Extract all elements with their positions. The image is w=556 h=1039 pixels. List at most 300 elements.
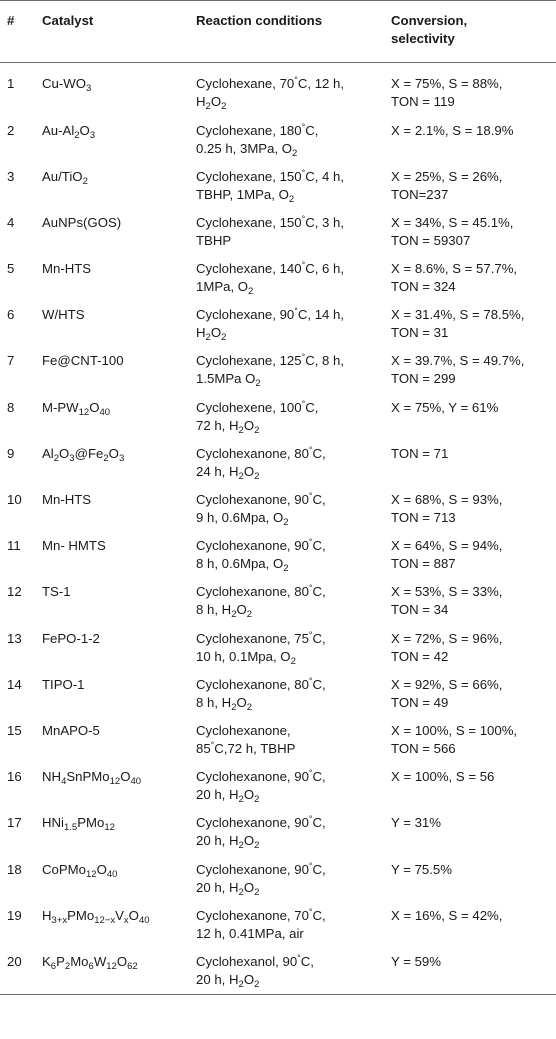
conversion-line: TON = 566 <box>391 740 456 756</box>
degree-sign: ° <box>294 306 298 317</box>
conditions-line <box>196 722 383 740</box>
row-number: 17 <box>7 815 22 831</box>
row-number: 13 <box>7 630 22 646</box>
text-run: Al <box>42 445 54 461</box>
text-run: O <box>243 971 255 987</box>
conditions-cell <box>190 809 383 855</box>
catalyst-cell <box>35 809 190 855</box>
conditions-line <box>196 630 383 648</box>
conversion-line: TON = 31 <box>391 325 449 341</box>
text-run: PMo <box>77 815 105 831</box>
text-run: Cyclohexanone, 90 <box>196 815 309 831</box>
table-row <box>0 532 556 578</box>
conditions-line <box>196 925 383 943</box>
conditions-cell <box>190 625 383 671</box>
conditions-line <box>196 648 383 666</box>
subscript: 2 <box>82 175 88 187</box>
conversion-line: X = 100%, S = 56 <box>391 769 495 785</box>
degree-sign: ° <box>294 75 298 85</box>
text-run: C, <box>300 953 314 969</box>
conditions-cell <box>190 394 383 440</box>
text-run: O <box>243 463 255 479</box>
table-row <box>0 255 556 301</box>
conversion-cell <box>383 578 556 624</box>
text-run: Cyclohexanone, <box>196 722 291 738</box>
subscript: 2 <box>64 960 71 972</box>
conversion-line: X = 100%, S = 100%, <box>391 722 518 738</box>
header-row <box>0 1 556 63</box>
subscript: 3+x <box>51 914 68 926</box>
text-run: O <box>236 602 247 618</box>
subscript: 2 <box>221 332 227 344</box>
catalyst-cell <box>35 394 190 440</box>
conversion-cell <box>383 347 556 393</box>
text-run: C, <box>312 769 326 785</box>
text-run: O <box>243 879 255 895</box>
row-number: 9 <box>7 445 15 461</box>
row-number: 11 <box>7 538 21 554</box>
table-row <box>0 440 556 486</box>
text-run: Cyclohexanone, 80 <box>196 584 309 600</box>
subscript: 12 <box>104 822 115 834</box>
conditions-line <box>196 971 383 989</box>
text-run: C, <box>312 538 326 554</box>
catalyst-cell <box>35 532 190 578</box>
conditions-cell <box>190 948 383 994</box>
text-run: 10 h, 0.1Mpa, O <box>196 648 291 664</box>
text-run: O <box>108 445 119 461</box>
subscript: 40 <box>99 406 111 418</box>
conditions-cell <box>190 63 383 117</box>
conditions-cell <box>190 347 383 393</box>
conditions-line <box>196 93 383 111</box>
table-row <box>0 948 556 994</box>
subscript: 2 <box>254 424 260 436</box>
conditions-cell <box>190 486 383 532</box>
catalyst-cell <box>35 763 190 809</box>
conversion-line: X = 92%, S = 66%, <box>391 676 503 692</box>
conversion-line: TON = 59307 <box>391 232 471 248</box>
conversion-line: X = 31.4%, S = 78.5%, <box>391 307 525 323</box>
text-run: Au/TiO <box>42 168 83 184</box>
table-row <box>0 209 556 255</box>
text-run: O <box>210 325 222 341</box>
text-run: 0.25 h, 3MPa, O <box>196 140 293 156</box>
subscript: 2 <box>246 609 253 621</box>
text-run: TBHP <box>196 232 232 248</box>
subscript: 2 <box>205 332 211 344</box>
row-number: 20 <box>0 948 35 994</box>
text-run: Cyclohexanone, 90 <box>196 492 309 507</box>
subscript: 2 <box>53 452 60 464</box>
degree-sign: ° <box>308 444 313 455</box>
catalyst-formula <box>42 352 190 370</box>
table-row <box>0 347 556 393</box>
conditions-line <box>196 306 383 324</box>
catalyst-formula <box>42 260 190 278</box>
catalyst-cell <box>35 347 190 393</box>
degree-sign: ° <box>308 768 313 779</box>
text-run: Cyclohexanone, 90 <box>196 538 309 554</box>
text-run: 8 h, 0.6Mpa, O <box>196 556 284 572</box>
text-run: K <box>42 953 51 969</box>
row-number: 12 <box>7 584 22 600</box>
text-run: O <box>210 94 222 109</box>
subscript: 2 <box>221 101 227 112</box>
text-run: Mn- HMTS <box>42 538 106 554</box>
header-conversion-line2: selectivity <box>391 31 455 46</box>
catalyst-cell <box>35 856 190 902</box>
table-row <box>0 63 556 117</box>
text-run: Cyclohexane, 150 <box>196 168 302 184</box>
text-run: Fe@CNT-100 <box>42 353 124 369</box>
conditions-line <box>196 694 383 712</box>
subscript: 2 <box>254 886 260 898</box>
text-run: NH <box>42 769 62 785</box>
conditions-line <box>196 555 383 573</box>
text-run: Cyclohexane, 70 <box>196 76 295 91</box>
subscript: 3 <box>69 452 75 464</box>
conditions-line <box>196 417 383 435</box>
row-number: 7 <box>7 353 15 369</box>
catalyst-cell <box>35 209 190 255</box>
table-row <box>0 625 556 671</box>
conversion-line: Y = 31% <box>391 815 441 831</box>
conditions-line <box>196 278 383 296</box>
text-run: Cyclohexanol, 90 <box>196 953 298 969</box>
row-number: 15 <box>7 722 22 738</box>
conversion-cell <box>383 625 556 671</box>
table-row <box>0 763 556 809</box>
text-run: TS-1 <box>42 584 71 600</box>
degree-sign: ° <box>308 906 313 917</box>
text-run: 20 h, H <box>196 971 239 987</box>
conversion-line: TON = 49 <box>391 694 449 710</box>
text-run: 1MPa, O <box>196 279 249 295</box>
conversion-line: X = 16%, S = 42%, <box>391 907 503 923</box>
catalyst-formula <box>42 122 190 140</box>
header-catalyst: Catalyst <box>35 1 190 63</box>
conditions-line <box>196 352 383 370</box>
text-run: 9 h, 0.6Mpa, O <box>196 510 284 525</box>
degree-sign: ° <box>308 629 313 640</box>
conversion-cell <box>383 948 556 994</box>
conversion-line: X = 34%, S = 45.1%, <box>391 214 514 230</box>
catalyst-cell <box>35 117 190 163</box>
conversion-line: X = 39.7%, S = 49.7%, <box>391 353 525 369</box>
conversion-cell <box>383 532 556 578</box>
table-row <box>0 578 556 624</box>
subscript: 62 <box>127 960 138 972</box>
conditions-line <box>196 260 383 278</box>
text-run: Cyclohexanone, 75 <box>196 630 309 646</box>
subscript: 4 <box>61 776 67 788</box>
text-run: C, <box>312 676 326 692</box>
conditions-line <box>196 832 383 850</box>
conditions-line <box>196 122 383 140</box>
conditions-line <box>196 879 383 897</box>
text-run: O <box>96 861 107 877</box>
text-run: Au-Al <box>42 122 75 138</box>
row-number: 14 <box>7 676 22 692</box>
table-row <box>0 394 556 440</box>
text-run: O <box>128 907 139 923</box>
row-number: 10 <box>7 492 22 507</box>
text-run: O <box>79 122 90 138</box>
conditions-line <box>196 232 383 250</box>
conversion-line: TON = 71 <box>391 445 449 461</box>
conditions-line <box>196 907 383 925</box>
row-number: 3 <box>7 168 15 184</box>
conditions-line <box>196 814 383 832</box>
text-run: 20 h, H <box>196 833 239 849</box>
table-row <box>0 301 556 347</box>
text-run: O <box>243 787 255 803</box>
catalyst-cell <box>35 717 190 763</box>
subscript: 2 <box>238 424 244 436</box>
text-run: Cyclohexanone, 90 <box>196 769 309 785</box>
subscript: 2 <box>254 470 260 482</box>
conditions-line <box>196 399 383 417</box>
text-run: C, <box>312 584 326 600</box>
degree-sign: ° <box>297 952 301 963</box>
catalyst-cell <box>35 163 190 209</box>
text-run: H <box>196 94 206 109</box>
table-row <box>0 163 556 209</box>
text-run: CoPMo <box>42 861 86 877</box>
conditions-line <box>196 214 383 232</box>
text-run: 8 h, H <box>196 694 232 710</box>
text-run: O <box>116 953 128 969</box>
subscript: 40 <box>106 868 118 880</box>
text-run: O <box>89 399 100 415</box>
text-run: TIPO-1 <box>42 676 85 692</box>
text-run: C, <box>312 630 326 646</box>
catalyst-formula <box>42 722 190 740</box>
catalyst-cell <box>35 486 190 532</box>
text-run: C, <box>312 861 326 877</box>
degree-sign: ° <box>301 398 306 409</box>
conversion-cell <box>383 902 556 948</box>
text-run: Cyclohexane, 180 <box>196 122 302 138</box>
conditions-cell <box>190 578 383 624</box>
catalyst-formula <box>42 168 190 186</box>
conversion-line: TON = 887 <box>391 556 456 572</box>
table-row <box>0 717 556 763</box>
conversion-line: X = 75%, S = 88%, <box>391 76 503 91</box>
conditions-cell <box>190 902 383 948</box>
text-run: Cyclohexanone, 90 <box>196 861 309 877</box>
table-row <box>0 856 556 902</box>
subscript: 12 <box>85 868 97 880</box>
degree-sign: ° <box>308 814 313 825</box>
degree-sign: ° <box>308 860 313 871</box>
text-run: @Fe <box>74 445 104 461</box>
row-number: 19 <box>7 907 22 923</box>
subscript: 2 <box>238 840 244 852</box>
conversion-cell <box>383 809 556 855</box>
catalyst-formula <box>42 953 190 971</box>
degree-sign: ° <box>301 121 306 132</box>
catalyst-formula <box>42 445 190 463</box>
catalyst-cell <box>35 301 190 347</box>
degree-sign: ° <box>301 213 306 224</box>
text-run: AuNPs(GOS) <box>42 214 122 230</box>
subscript: 2 <box>238 470 244 482</box>
conditions-line <box>196 140 383 158</box>
subscript: 2 <box>283 517 289 528</box>
subscript: 3 <box>89 129 96 141</box>
subscript: x <box>123 914 129 926</box>
conditions-line <box>196 601 383 619</box>
subscript: 6 <box>88 960 94 972</box>
conversion-line: TON = 299 <box>391 371 456 387</box>
subscript: 12 <box>106 960 117 972</box>
conditions-line <box>196 509 383 527</box>
header-number: # <box>0 1 35 63</box>
conversion-line: TON = 42 <box>391 648 449 664</box>
conversion-cell <box>383 63 556 117</box>
catalyst-formula <box>42 75 190 93</box>
text-run: 20 h, H <box>196 879 239 895</box>
subscript: 6 <box>50 960 57 972</box>
subscript: 2 <box>288 193 295 205</box>
text-run: P <box>56 953 65 969</box>
text-run: MnAPO-5 <box>42 722 100 738</box>
text-run: C, 8 h, <box>305 353 345 369</box>
text-run: C, 4 h, <box>305 168 345 184</box>
conditions-line <box>196 491 383 509</box>
text-run: Mo <box>70 953 89 969</box>
text-run: 1.5MPa O <box>196 371 256 387</box>
subscript: 2 <box>231 609 237 621</box>
subscript: 2 <box>255 378 261 390</box>
conditions-cell <box>190 717 383 763</box>
text-run: C, <box>312 815 326 831</box>
text-run: Cyclohexanone, 80 <box>196 676 309 692</box>
conditions-cell <box>190 532 383 578</box>
conversion-line: X = 25%, S = 26%, <box>391 168 503 184</box>
text-run: C, <box>312 445 326 461</box>
text-run: C,72 h, TBHP <box>214 740 296 756</box>
subscript: 2 <box>254 978 260 990</box>
text-run: C, <box>305 122 319 138</box>
text-run: C, <box>312 907 326 923</box>
degree-sign: ° <box>308 537 313 548</box>
catalyst-formula <box>42 676 190 694</box>
text-run: O <box>243 417 255 433</box>
text-run: O <box>59 445 70 461</box>
subscript: 2 <box>205 101 211 112</box>
catalyst-cell <box>35 902 190 948</box>
row-number: 6 <box>7 307 15 323</box>
text-run: H <box>196 325 206 341</box>
text-run: C, 3 h, <box>305 214 345 230</box>
table-row <box>0 117 556 163</box>
subscript: 3 <box>118 452 125 464</box>
catalyst-cell <box>35 625 190 671</box>
text-run: 8 h, H <box>196 602 232 618</box>
subscript: 40 <box>138 914 150 926</box>
text-run: Cyclohexane, 150 <box>196 214 302 230</box>
catalyst-formula <box>42 537 190 555</box>
catalyst-formula <box>42 491 190 509</box>
conversion-cell <box>383 440 556 486</box>
text-run: TBHP, 1MPa, O <box>196 186 289 202</box>
subscript: 12−x <box>94 914 116 926</box>
catalyst-formula <box>42 907 190 925</box>
text-run: M-PW <box>42 399 79 415</box>
conversion-line: X = 75%, Y = 61% <box>391 399 499 415</box>
text-run: PMo <box>67 907 95 923</box>
conditions-line <box>196 75 383 93</box>
row-number: 18 <box>7 861 22 877</box>
header-conversion-selectivity <box>383 1 556 63</box>
conversion-cell <box>383 255 556 301</box>
row-number: 4 <box>7 214 15 230</box>
table-row <box>0 671 556 717</box>
conditions-cell <box>190 671 383 717</box>
conditions-cell <box>190 301 383 347</box>
conversion-line: Y = 75.5% <box>391 861 452 877</box>
text-run: Cyclohexane, 140 <box>196 261 302 277</box>
degree-sign: ° <box>210 739 215 750</box>
conditions-line <box>196 324 383 342</box>
conditions-line <box>196 537 383 555</box>
text-run: Cyclohexanone, 80 <box>196 445 309 461</box>
subscript: 2 <box>238 794 244 806</box>
catalyst-formula <box>42 399 190 417</box>
catalyst-formula <box>42 630 190 648</box>
conversion-line: TON=237 <box>391 186 449 202</box>
conditions-cell <box>190 763 383 809</box>
conversion-line: X = 64%, S = 94%, <box>391 538 503 554</box>
conditions-line <box>196 583 383 601</box>
text-run: 85 <box>196 740 211 756</box>
header-reaction-conditions: Reaction conditions <box>190 1 383 63</box>
degree-sign: ° <box>308 675 313 686</box>
text-run: C, <box>305 399 319 415</box>
subscript: 2 <box>283 563 289 575</box>
text-run: C, 14 h, <box>297 307 345 323</box>
text-run: C, 6 h, <box>305 261 345 277</box>
catalyst-cell <box>35 948 190 994</box>
conversion-cell <box>383 301 556 347</box>
conversion-cell <box>383 856 556 902</box>
conversion-line: TON = 119 <box>391 94 455 109</box>
row-number: 5 <box>7 261 15 277</box>
text-run: Mn-HTS <box>42 261 92 277</box>
text-run: 20 h, H <box>196 787 239 803</box>
conversion-line: X = 72%, S = 96%, <box>391 630 503 646</box>
text-run: C, <box>312 492 326 507</box>
conversion-cell <box>383 671 556 717</box>
table-header <box>0 1 556 63</box>
subscript: 2 <box>238 886 244 898</box>
subscript: 2 <box>103 452 109 464</box>
conversion-line: X = 53%, S = 33%, <box>391 584 503 600</box>
conversion-cell <box>383 163 556 209</box>
text-run: V <box>115 907 124 923</box>
text-run: 24 h, H <box>196 463 239 479</box>
text-run: Cyclohexene, 100 <box>196 399 302 415</box>
table-row <box>0 902 556 948</box>
catalyst-formula <box>42 214 190 232</box>
subscript: 2 <box>231 701 237 713</box>
text-run: 12 h, 0.41MPa, air <box>196 925 304 941</box>
row-number: 16 <box>7 769 22 785</box>
catalyst-cell <box>35 63 190 117</box>
